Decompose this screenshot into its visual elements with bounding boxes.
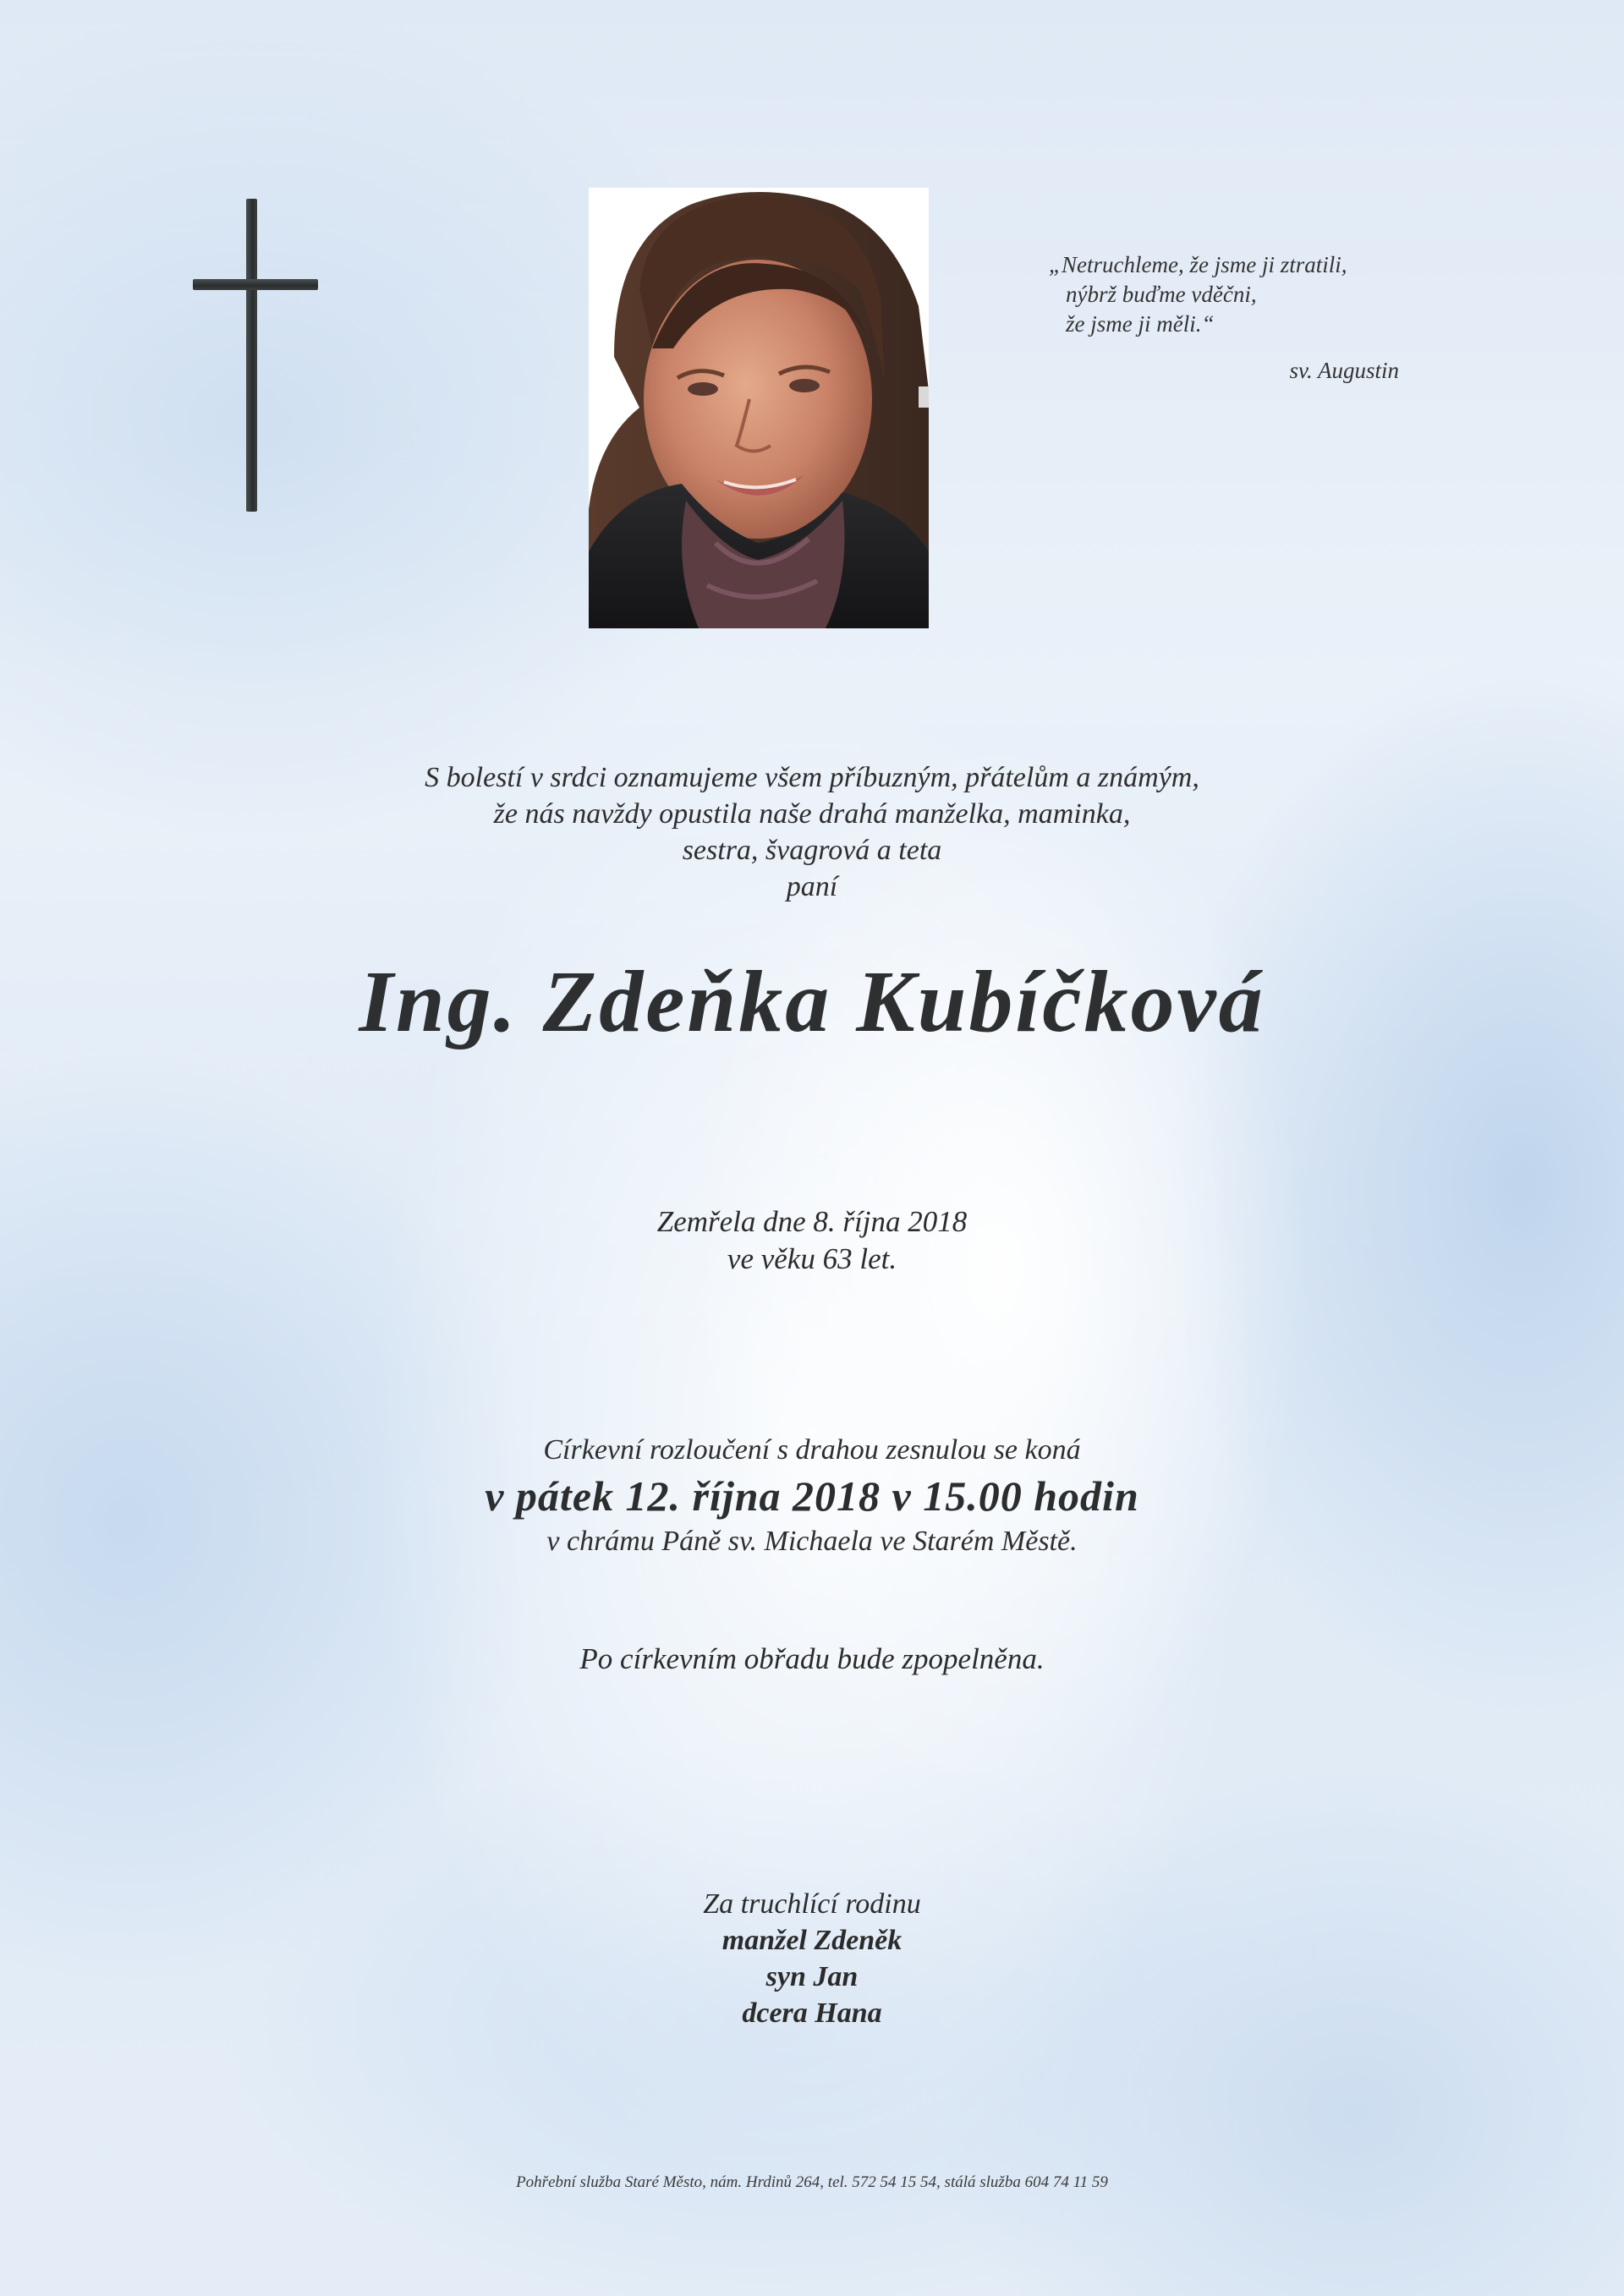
death-info xyxy=(304,1203,1320,1278)
funeral-datetime: v pátek 12. října 2018 v 15.00 hodin xyxy=(485,1472,1139,1520)
quote-line-1: „Netruchleme, že jsme ji ztratili, xyxy=(1049,252,1347,277)
quote-author: sv. Augustin xyxy=(1289,358,1399,383)
cross-icon xyxy=(193,199,318,512)
funeral-service-footer: Pohřební služba Staré Město, nám. Hrdinů 264, tel. 572 54 15 54, stálá služba 604 74 11 59 xyxy=(516,2173,1108,2191)
announcement-line-3: sestra, švagrová a teta xyxy=(682,835,942,866)
family-intro: Za truchlící rodinu xyxy=(703,1888,921,1920)
announcement-line-2: že nás navždy opustila naše drahá manželka, maminka, xyxy=(493,798,1131,830)
death-age: ve věku 63 let. xyxy=(727,1242,897,1275)
death-date: Zemřela dne 8. října 2018 xyxy=(656,1205,968,1238)
family-member: syn Jan xyxy=(765,1961,859,1992)
family-member: dcera Hana xyxy=(742,1997,882,2029)
funeral-info xyxy=(220,1432,1404,1560)
cremation-note: Po církevním obřadu bude zpopelněna. xyxy=(579,1642,1045,1675)
announcement-text xyxy=(304,759,1320,905)
portrait-photo xyxy=(589,188,929,628)
quote-line-3: že jsme ji měli.“ xyxy=(1066,311,1215,337)
epitaph-quote xyxy=(1049,250,1421,386)
funeral-place: v chrámu Páně sv. Michaela ve Starém Městě. xyxy=(546,1526,1078,1557)
quote-line-2: nýbrž buďme vděčni, xyxy=(1066,282,1257,307)
family-member: manžel Zdeněk xyxy=(721,1925,903,1956)
funeral-intro: Církevní rozloučení s drahou zesnulou se koná xyxy=(543,1434,1081,1466)
deceased-name: Ing. Zdeňka Kubíčková xyxy=(359,953,1265,1050)
announcement-line-4: paní xyxy=(786,871,838,902)
cross-vertical-beam xyxy=(246,199,257,512)
announcement-line-1: S bolestí v srdci oznamujeme všem příbuzným, přátelům a známým, xyxy=(425,762,1199,793)
cross-horizontal-beam xyxy=(193,279,318,290)
family-signature xyxy=(474,1886,1150,2031)
